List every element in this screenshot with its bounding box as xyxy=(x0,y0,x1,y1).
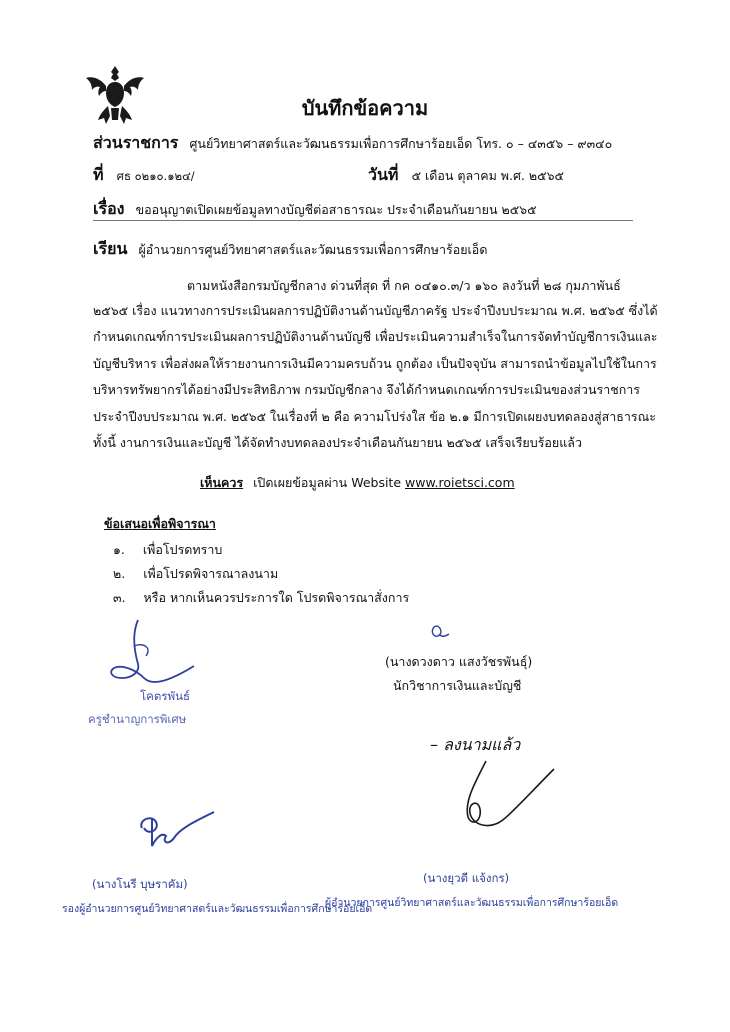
body-line: บัญชีบริหาร เพื่อส่งผลให้รายงานการเงินมีความครบถ้วน ถูกต้อง เป็นปัจจุบัน สามารถนำข้อมูลไปใช้ในการ xyxy=(93,356,657,371)
opinion-label: เห็นควร xyxy=(200,475,244,490)
addressee-label: เรียน xyxy=(93,239,128,258)
body-line: ๒๕๖๕ เรื่อง แนวทางการประเมินผลการปฏิบัติงานด้านบัญชีภาครัฐ ประจำปีงบประมาณ พ.ศ. ๒๕๖๕ ซึ่งได้ xyxy=(93,303,658,318)
body-line: ทั้งนี้ งานการเงินและบัญชี ได้จัดทำงบทดลองประจำเดือนกันยายน ๒๕๖๕ เสร็จเรียบร้อยแล้ว xyxy=(93,435,582,450)
proposal-item-number: ๒. xyxy=(113,566,126,581)
reference-label: ที่ xyxy=(93,165,104,184)
proposal-item-text: หรือ หากเห็นควรประการใด โปรดพิจารณาสั่งการ xyxy=(143,590,410,605)
director-position: ผู้อำนวยการศูนย์วิทยาศาสตร์และวัฒนธรรมเพื่อการศึกษาร้อยเอ็ด xyxy=(325,897,619,909)
proposal-item-number: ๑. xyxy=(113,542,125,557)
proposal-item-text: เพื่อโปรดทราบ xyxy=(142,542,223,557)
officer-position: นักวิชาการเงินและบัญชี xyxy=(393,678,522,693)
reference-row xyxy=(93,163,195,188)
body-line: บริหารทรัพยากรได้อย่างมีประสิทธิภาพ กรมบัญชีกลาง จึงได้กำหนดเกณฑ์การประเมินของส่วนราชการ xyxy=(93,382,641,397)
proposal-item xyxy=(113,564,278,584)
body-line: ตามหนังสือกรมบัญชีกลาง ด่วนที่สุด ที่ กค ๐๔๑๐.๓/ว ๑๖๐ ลงวันที่ ๒๘ กุมภาพันธ์ xyxy=(187,278,621,293)
proposal-item-number: ๓. xyxy=(113,590,126,605)
director-name: (นางยุวดี แจ้งกร) xyxy=(423,871,510,885)
opinion-text: เปิดเผยข้อมูลผ่าน Website xyxy=(253,475,402,490)
subject-value: ขออนุญาตเปิดเผยข้อมูลทางบัญชีต่อสาธารณะ ประจำเดือนกันยายน ๒๕๖๕ xyxy=(135,202,537,217)
proposal-item xyxy=(113,588,409,608)
teacher-name-partial: โคตรพันธ์ xyxy=(140,689,190,703)
teacher-position-partial: ครูชำนาญการพิเศษ xyxy=(88,712,187,726)
header-divider xyxy=(93,220,633,221)
deputy-signature-icon xyxy=(128,808,218,863)
proposal-item-text: เพื่อโปรดพิจารณาลงนาม xyxy=(143,566,279,581)
proposal-item xyxy=(113,540,222,560)
opinion-row xyxy=(200,473,515,493)
addressee-row xyxy=(93,237,487,262)
deputy-position: รองผู้อำนวยการศูนย์วิทยาศาสตร์และวัฒนธรรมเพื่อการศึกษาร้อยเอ็ด xyxy=(62,903,373,915)
officer-signature-icon xyxy=(428,622,468,644)
website-link[interactable]: www.roietsci.com xyxy=(405,475,515,490)
agency-label: ส่วนราชการ xyxy=(93,133,179,152)
date-row xyxy=(368,163,564,188)
memo-title: บันทึกข้อความ xyxy=(301,96,429,120)
agency-value: ศูนย์วิทยาศาสตร์และวัฒนธรรมเพื่อการศึกษาร้อยเอ็ด โทร. ๐ – ๔๓๕๖ – ๙๓๔๐ xyxy=(189,136,613,151)
deputy-name: (นางโนรี บุษราคัม) xyxy=(92,877,188,891)
body-line: ประจำปีงบประมาณ พ.ศ. ๒๕๖๕ ในเรื่องที่ ๒ คือ ความโปร่งใส ข้อ ๒.๑ มีการเปิดเผยงบทดลองสู่สาธารณะ xyxy=(93,409,656,424)
subject-row xyxy=(93,197,537,222)
date-label: วันที่ xyxy=(368,165,399,184)
addressee-value: ผู้อำนวยการศูนย์วิทยาศาสตร์และวัฒนธรรมเพื่อการศึกษาร้อยเอ็ด xyxy=(138,242,488,257)
officer-name: (นางดวงดาว แสงวัชรพันธุ์) xyxy=(385,654,533,669)
reference-value: ศธ ๐๒๑๐.๑๒๔/ xyxy=(116,169,195,183)
subject-label: เรื่อง xyxy=(93,199,125,218)
proposal-title: ข้อเสนอเพื่อพิจารณา xyxy=(104,516,216,531)
date-value: ๕ เดือน ตุลาคม พ.ศ. ๒๕๖๕ xyxy=(411,168,564,183)
body-line: กำหนดเกณฑ์การประเมินผลการปฏิบัติงานด้านบัญชี เพื่อประเมินความสำเร็จในการจัดทำบัญชีการเงินและ xyxy=(93,329,658,344)
signed-handwritten-note: – ลงนามแล้ว xyxy=(430,735,521,754)
director-signature-icon xyxy=(440,755,560,835)
agency-row xyxy=(93,131,612,156)
